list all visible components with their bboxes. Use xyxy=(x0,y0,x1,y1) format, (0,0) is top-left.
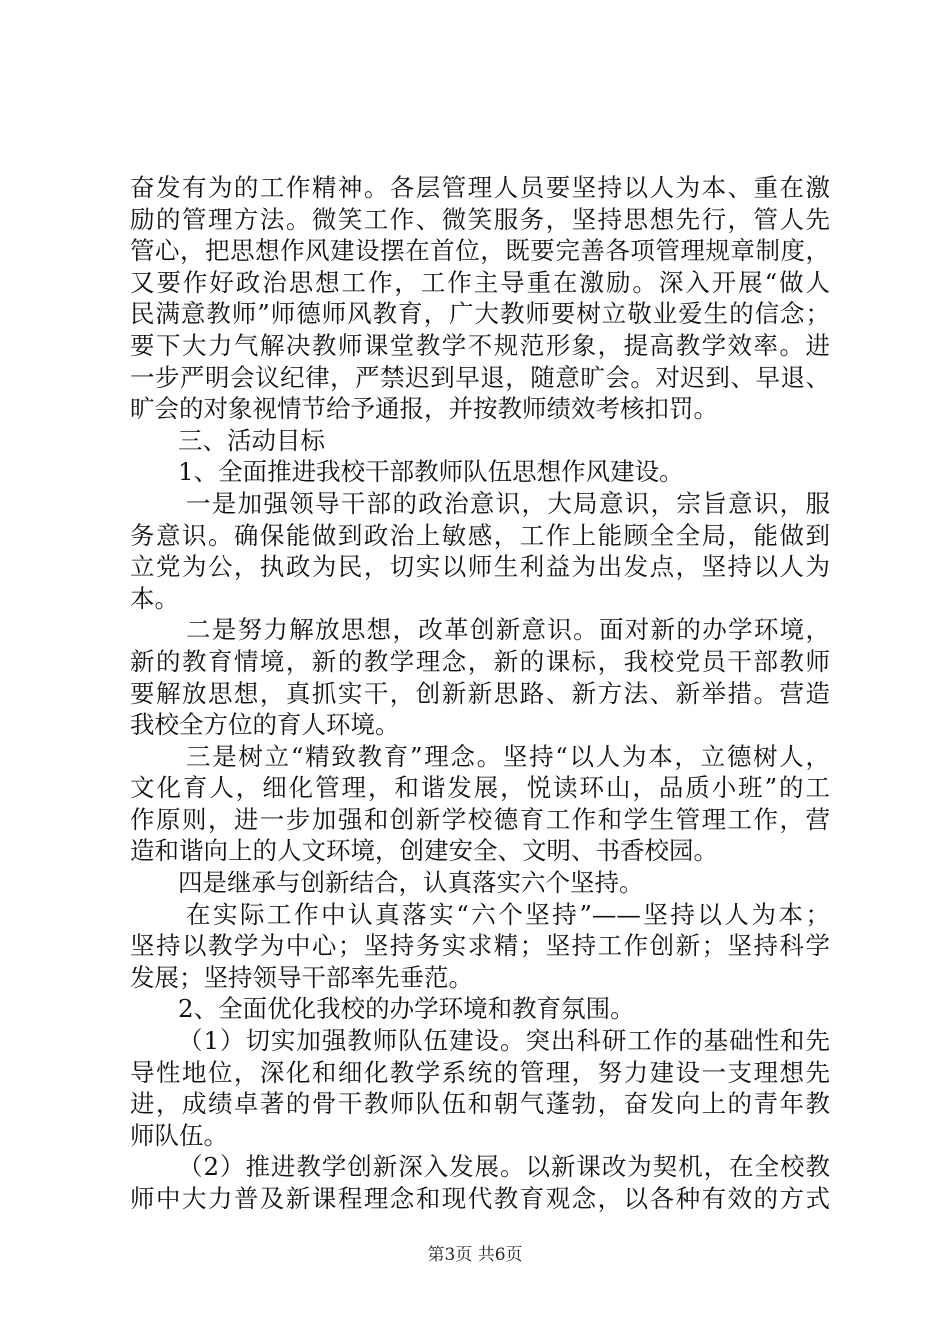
text-line: 坚持以教学为中心；坚持务实求精；坚持工作创新；坚持科学 xyxy=(130,931,830,961)
text-line: 旷会的对象视情节给予通报，并按教师绩效考核扣罚。 xyxy=(130,394,718,424)
text-line: 一步严明会议纪律，严禁迟到早退，随意旷会。对迟到、早退、 xyxy=(130,362,830,392)
page-footer: 第3页 共6页 xyxy=(427,1245,523,1265)
text-line: 进，成绩卓著的骨干教师队伍和朝气蓬勃，奋发向上的青年教 xyxy=(130,1089,830,1119)
text-line: 要解放思想，真抓实干，创新新思路、新方法、新举措。营造 xyxy=(130,678,830,708)
text-line: 师中大力普及新课程理念和现代教育观念，以各种有效的方式 xyxy=(130,1184,830,1213)
text-line: 本。 xyxy=(130,583,179,613)
text-line: 奋发有为的工作精神。各层管理人员要坚持以人为本、重在激 xyxy=(130,173,830,202)
text-line: 二是努力解放思想，改革创新意识。面对新的办学环境， xyxy=(186,615,830,645)
text-line: 师队伍。 xyxy=(130,1120,228,1150)
text-line: 造和谐向上的人文环境，创建安全、文明、书香校园。 xyxy=(130,836,718,866)
document-body xyxy=(130,172,830,1215)
text-line: 文化育人，细化管理，和谐发展，悦读环山，品质小班”的工 xyxy=(130,773,830,803)
text-line: 立党为公，执政为民，切实以师生利益为出发点，坚持以人为 xyxy=(130,552,830,582)
text-line: （1）切实加强教师队伍建设。突出科研工作的基础性和先 xyxy=(178,1026,830,1056)
text-line: 民满意教师”师德师风教育，广大教师要树立敬业爱生的信念； xyxy=(130,299,830,329)
text-line: （2）推进教学创新深入发展。以新课改为契机，在全校教 xyxy=(178,1152,830,1182)
text-line: 2、全面优化我校的办学环境和教育氛围。 xyxy=(178,994,635,1024)
text-line: 一是加强领导干部的政治意识，大局意识，宗旨意识，服 xyxy=(186,488,830,518)
text-line: 发展；坚持领导干部率先垂范。 xyxy=(130,962,473,992)
text-line: 在实际工作中认真落实“六个坚持”——坚持以人为本； xyxy=(186,899,830,929)
text-line: 务意识。确保能做到政治上敏感，工作上能顾全全局，能做到 xyxy=(130,520,830,550)
text-line: 我校全方位的育人环境。 xyxy=(130,710,400,740)
text-line: 导性地位，深化和细化教学系统的管理，努力建设一支理想先 xyxy=(130,1057,830,1087)
text-line: 又要作好政治思想工作，工作主导重在激励。深入开展“做人 xyxy=(130,267,830,297)
text-line: 励的管理方法。微笑工作、微笑服务，坚持思想先行，管人先 xyxy=(130,204,830,234)
text-line: 三是树立“精致教育”理念。坚持“以人为本，立德树人， xyxy=(186,741,830,771)
text-line: 要下大力气解决教师课堂教学不规范形象，提高教学效率。进 xyxy=(130,330,830,360)
text-line: 三、活动目标 xyxy=(178,425,325,455)
text-line: 四是继承与创新结合，认真落实六个坚持。 xyxy=(178,868,644,898)
text-line: 新的教育情境，新的教学理念，新的课标，我校党员干部教师 xyxy=(130,646,830,676)
text-line: 管心，把思想作风建设摆在首位，既要完善各项管理规章制度， xyxy=(130,236,830,266)
text-line: 作原则，进一步加强和创新学校德育工作和学生管理工作，营 xyxy=(130,804,830,834)
text-line: 1、全面推进我校干部教师队伍思想作风建设。 xyxy=(178,457,684,487)
